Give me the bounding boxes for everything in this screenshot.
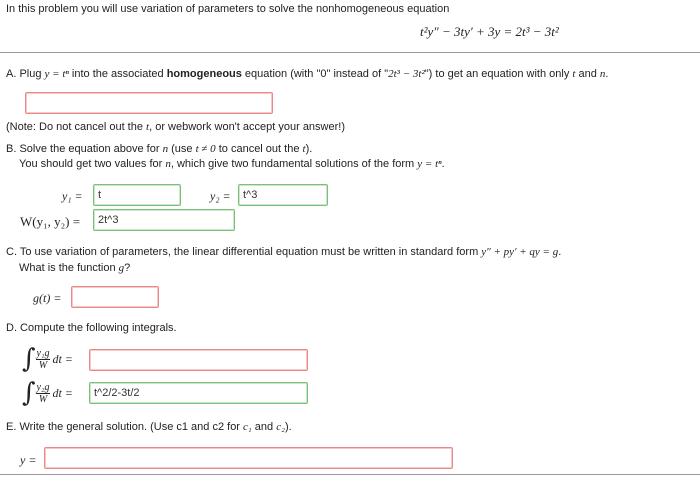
part-a-note: (Note: Do not cancel out the t, or webwork won't accept your answer!): [6, 121, 345, 133]
part-b-line1: B. Solve the equation above for n (use t ≠ 0 to cancel out the t).: [6, 143, 313, 155]
integral-2-expression: ∫ $\frac{\text{y₂g}}{W}$ dt =: [22, 378, 73, 408]
general-solution-input[interactable]: [44, 447, 453, 469]
divider-top: [0, 52, 700, 53]
g-input[interactable]: [71, 286, 159, 308]
wronskian-label: W(y₁, y₂) =: [20, 214, 81, 229]
part-b-line2: You should get two values for n, which give two fundamental solutions of the form y = tⁿ.: [19, 158, 445, 170]
part-c-line1: C. To use variation of parameters, the linear differential equation must be written in standard form y″ + py′ + qy = g.: [6, 246, 562, 258]
part-a-answer-input[interactable]: [25, 92, 273, 114]
y1-label: y₁ =: [62, 189, 83, 203]
g-label: g(t) =: [33, 291, 62, 305]
integral-2-input[interactable]: [89, 382, 308, 404]
main-equation: t²y″ − 3ty′ + 3y = 2t³ − 3t²: [420, 24, 559, 39]
integral-sign: ∫: [22, 378, 36, 408]
part-c-line2: What is the function g?: [19, 262, 131, 274]
integral-1-fraction: $\frac{\text{y₁g}}{W}$: [36, 347, 50, 371]
y-label: y =: [20, 453, 37, 467]
intro-text: In this problem you will use variation of parameters to solve the nonhomogeneous equation: [6, 3, 450, 15]
divider-bottom: [0, 474, 700, 475]
integral-1-expression: ∫ $\frac{\text{y₁g}}{W}$ dt =: [22, 344, 73, 374]
part-e-instructions: E. Write the general solution. (Use c1 and c2 for c₁ and c₂).: [6, 421, 292, 433]
integral-sign: ∫: [22, 344, 36, 374]
y1-input[interactable]: [93, 184, 181, 206]
part-a-instructions: A. Plug y = tⁿ into the associated homogeneous equation (with "0" instead of "2t³ − 3t²") to get an equation with only t and n.: [6, 68, 609, 80]
wronskian-input[interactable]: [93, 209, 235, 231]
part-d-heading: D. Compute the following integrals.: [6, 322, 177, 334]
y2-label: y₂ =: [210, 189, 231, 203]
integral-1-input[interactable]: [89, 349, 308, 371]
integral-2-fraction: $\frac{\text{y₂g}}{W}$: [36, 381, 50, 405]
y2-input[interactable]: [238, 184, 328, 206]
